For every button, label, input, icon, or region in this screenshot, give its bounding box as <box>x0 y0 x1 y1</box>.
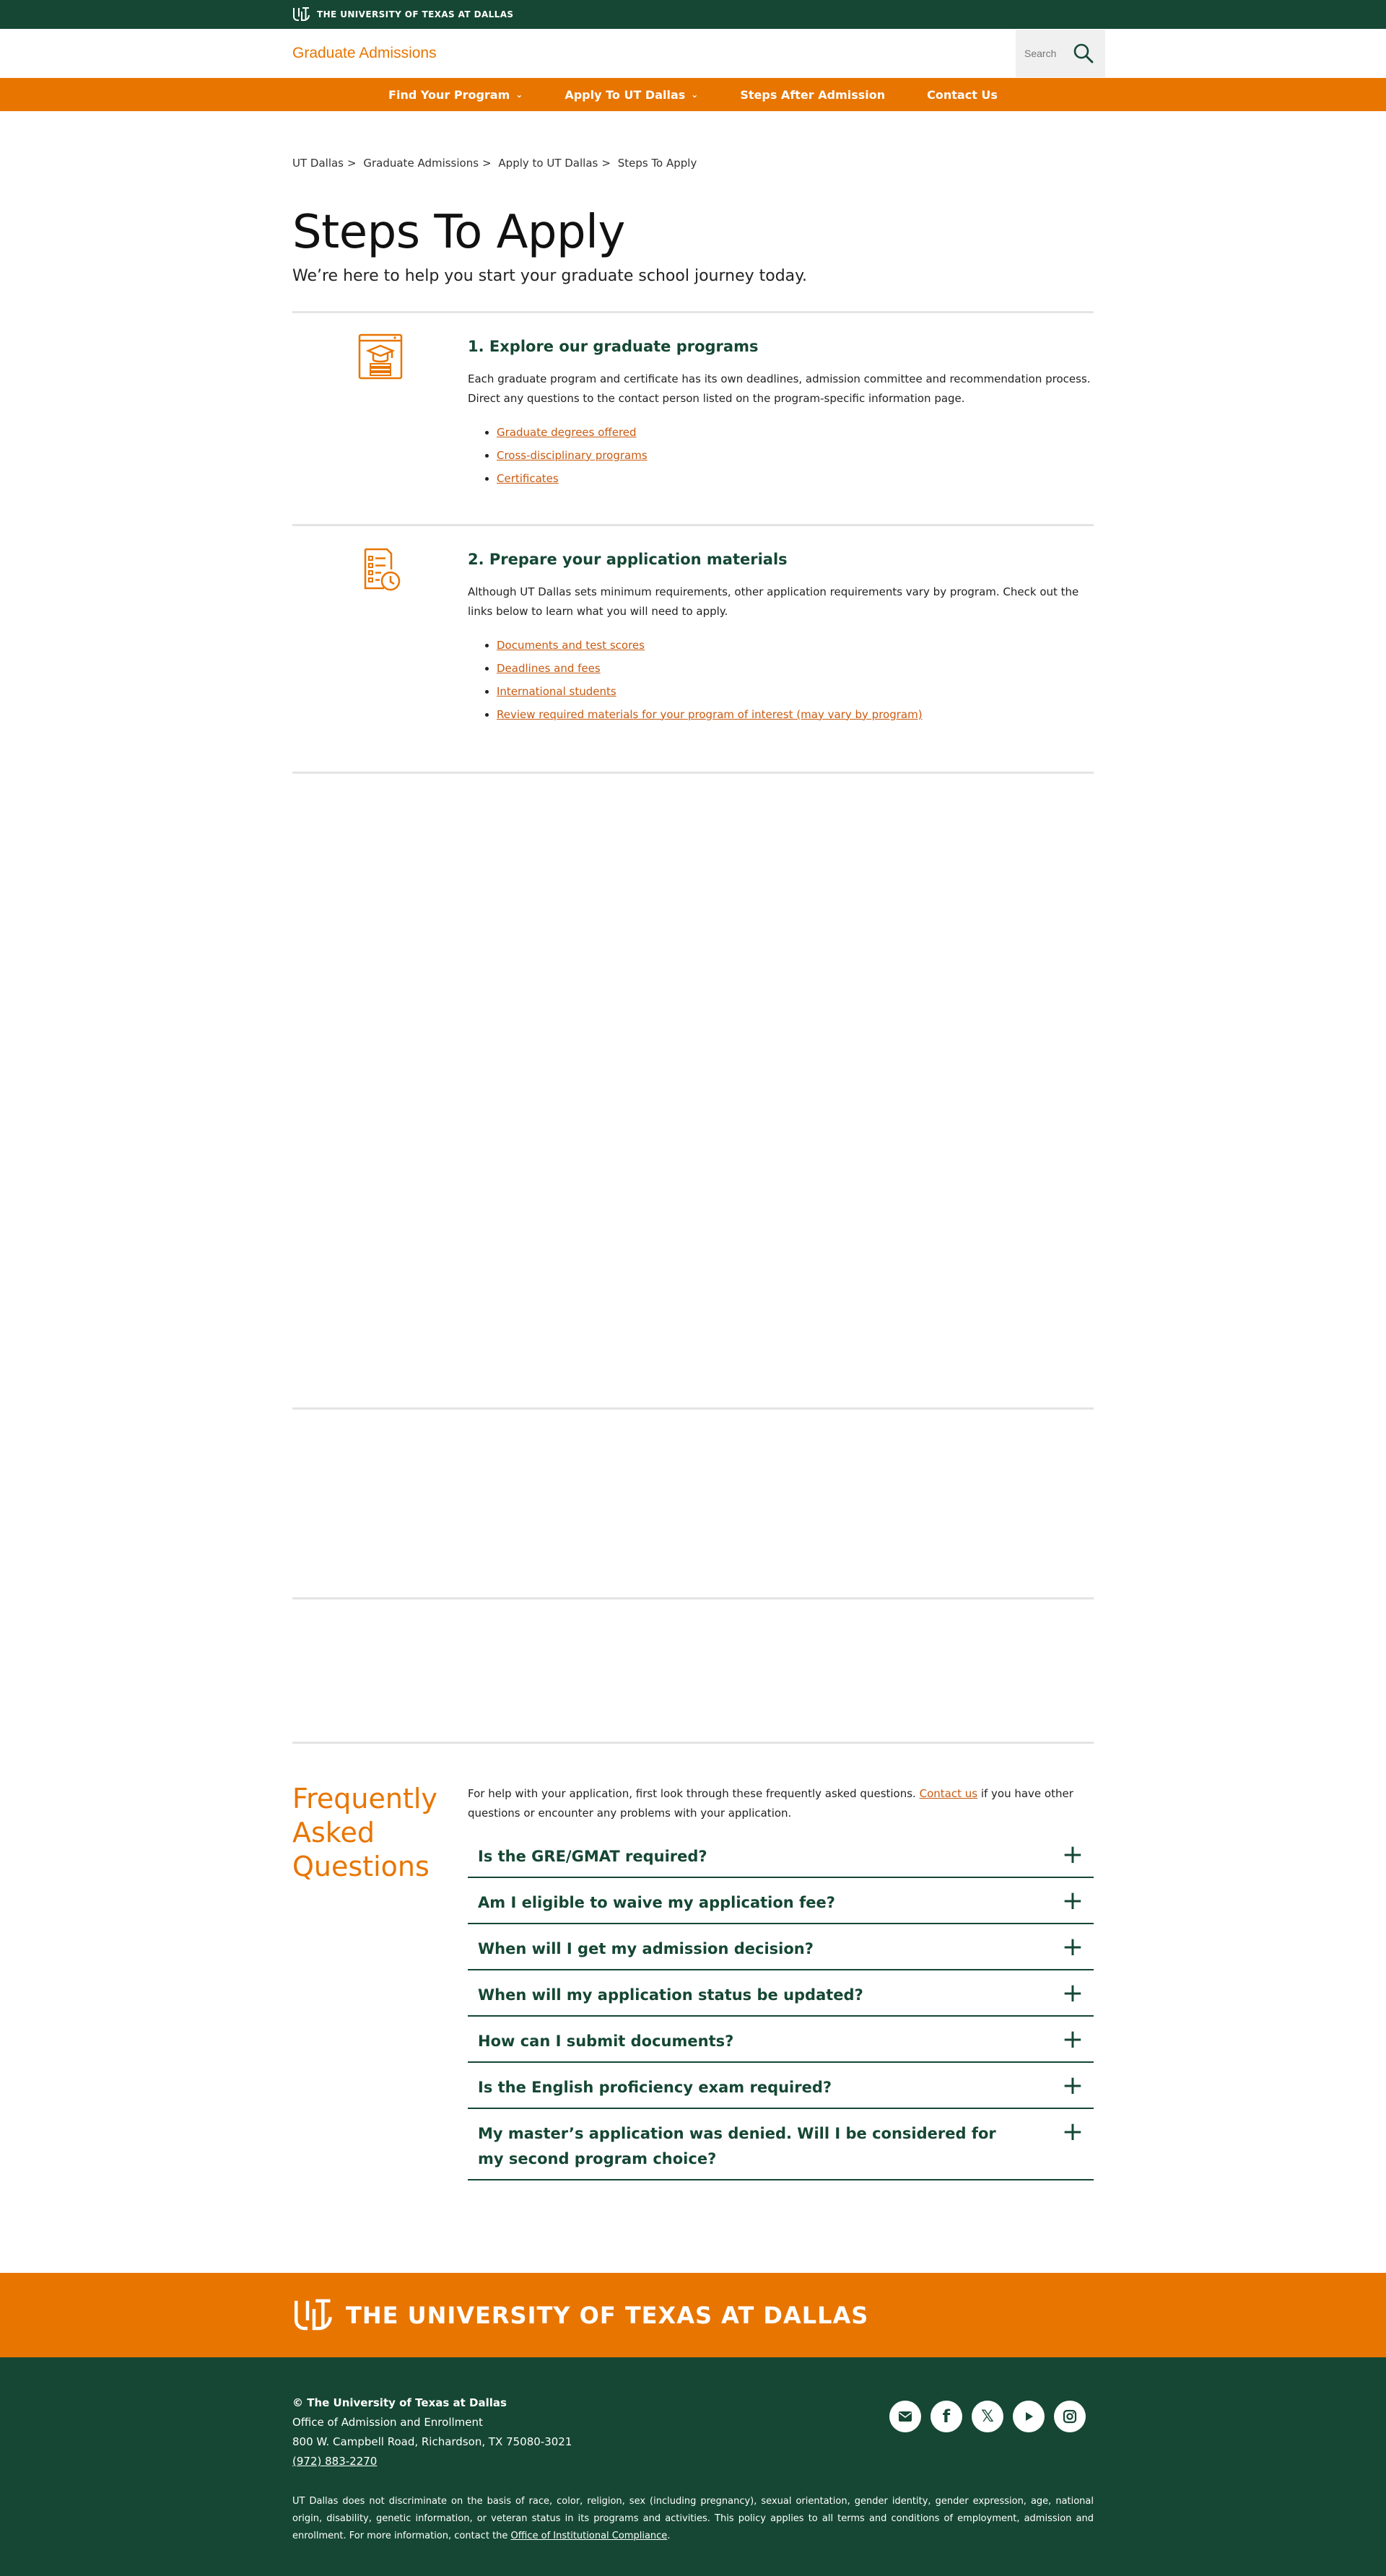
social-links <box>880 2401 1086 2471</box>
disclaimer-text: UT Dallas does not discriminate on the basis of race, color, religion, sex (including pregnancy), sexual orientation, gender identity, gender expression, age, national origin, disability, genetic information, or veteran status in its programs and activities. This policy applies to all terms and conditions of employment, admission and enrollment. For more information, contact the <box>292 2496 1094 2541</box>
breadcrumb-link[interactable]: UT Dallas <box>292 157 344 170</box>
footer-phone-link[interactable]: (972) 883-2270 <box>292 2455 378 2468</box>
utd-monogram-icon <box>292 2296 336 2335</box>
nav-item-label: Find Your Program <box>388 87 510 102</box>
link-deadlines-fees[interactable]: Deadlines and fees <box>497 661 601 675</box>
site-header <box>0 29 1386 78</box>
link-cross-disciplinary[interactable]: Cross-disciplinary programs <box>497 448 648 462</box>
faq-question: Am I eligible to waive my application fee? <box>478 1894 835 1911</box>
list-item <box>497 444 1094 467</box>
faq-question: Is the GRE/GMAT required? <box>478 1848 707 1865</box>
chevron-down-icon: ⌄ <box>691 89 699 100</box>
faq-question: My master’s application was denied. Will I be considered for my second program choice? <box>478 2125 996 2167</box>
step-heading: 1. Explore our graduate programs <box>468 337 759 355</box>
youtube-icon[interactable] <box>1013 2401 1045 2432</box>
search-input[interactable] <box>1024 48 1069 59</box>
page-subtitle: We’re here to help you start your graduate school journey today. <box>292 266 808 285</box>
search-button[interactable] <box>1069 39 1098 68</box>
list-item <box>497 703 1094 726</box>
breadcrumb: UT Dallas > Graduate Admissions > Apply to UT Dallas > Steps To Apply <box>292 157 697 170</box>
faq-question: When will I get my admission decision? <box>478 1940 814 1957</box>
utd-logo-link[interactable] <box>292 6 513 23</box>
instagram-icon[interactable] <box>1054 2401 1086 2432</box>
chevron-down-icon: ⌄ <box>515 89 523 100</box>
faq-item-second-choice[interactable] <box>468 2109 1094 2180</box>
main-content <box>292 157 1094 760</box>
section-divider <box>292 772 1094 774</box>
footer-street-address: 800 W. Campbell Road, Richardson, TX 75080-3021 <box>292 2435 572 2448</box>
step-body: Although UT Dallas sets minimum requirements, other application requirements vary by program. Check out the links below to learn what you will need to apply. <box>468 585 1079 618</box>
faq-item-admission-decision[interactable] <box>468 1924 1094 1970</box>
list-item <box>497 467 1094 490</box>
link-certificates[interactable]: Certificates <box>497 471 559 485</box>
breadcrumb-current: Steps To Apply <box>617 157 697 170</box>
plus-icon: + <box>1061 1932 1084 1962</box>
footer-copyright: © The University of Texas at Dallas <box>292 2396 507 2409</box>
faq-item-english-proficiency[interactable] <box>468 2063 1094 2109</box>
search-icon <box>1073 43 1094 64</box>
page-title: Steps To Apply <box>292 206 625 259</box>
step-heading: 2. Prepare your application materials <box>468 550 788 568</box>
list-item <box>497 421 1094 444</box>
search-box <box>1016 30 1105 77</box>
main-nav <box>0 78 1386 111</box>
list-item <box>497 634 1094 657</box>
nav-item-steps-after-admission[interactable] <box>719 88 906 102</box>
nav-item-label: Apply To UT Dallas <box>565 87 686 102</box>
site-title-link[interactable]: Graduate Admissions <box>292 45 437 61</box>
faq-item-gre-gmat[interactable] <box>468 1832 1094 1878</box>
checklist-clock-icon <box>359 546 401 593</box>
plus-icon: + <box>1061 1840 1084 1869</box>
top-bar <box>0 0 1386 29</box>
nav-item-apply[interactable] <box>544 88 719 102</box>
faq-item-submit-documents[interactable] <box>468 2017 1094 2063</box>
plus-icon: + <box>1061 1886 1084 1916</box>
x-icon[interactable]: 𝕏 <box>972 2401 1003 2432</box>
list-item <box>497 680 1094 703</box>
step-2 <box>292 524 1094 760</box>
disclaimer-text: . <box>667 2531 671 2541</box>
graduation-cap-icon <box>358 333 403 380</box>
faq-question: Is the English proficiency exam required? <box>478 2079 832 2096</box>
faq-question: How can I submit documents? <box>478 2033 734 2050</box>
faq-section <box>292 1770 1094 2180</box>
step-body: Each graduate program and certificate has its own deadlines, admission committee and recommendation process. Direct any questions to the contact person listed on the program-specific information page. <box>468 372 1091 405</box>
site-footer <box>0 2357 1386 2576</box>
nav-item-contact-us[interactable] <box>906 88 1019 102</box>
step-link-list <box>497 421 1094 490</box>
utd-monogram-icon <box>292 6 311 23</box>
faq-intro-text: For help with your application, first look through these frequently asked questions. <box>468 1787 920 1800</box>
section-divider <box>292 1597 1094 1599</box>
contact-us-link[interactable]: Contact us <box>919 1787 978 1800</box>
nav-item-find-your-program[interactable] <box>367 88 544 102</box>
faq-intro <box>468 1784 1094 1823</box>
plus-icon: + <box>1061 2117 1084 2147</box>
plus-icon: + <box>1061 2071 1084 2100</box>
link-graduate-degrees[interactable]: Graduate degrees offered <box>497 425 637 439</box>
link-documents-test-scores[interactable]: Documents and test scores <box>497 638 645 652</box>
breadcrumb-link[interactable]: Graduate Admissions <box>363 157 479 170</box>
breadcrumb-link[interactable]: Apply to UT Dallas <box>498 157 598 170</box>
link-international-students[interactable]: International students <box>497 684 616 698</box>
step-link-list <box>497 634 1094 726</box>
footer-address <box>292 2393 572 2471</box>
faq-accordion <box>468 1832 1094 2180</box>
faq-item-fee-waiver[interactable] <box>468 1878 1094 1924</box>
section-divider <box>292 1407 1094 1410</box>
institutional-compliance-link[interactable]: Office of Institutional Compliance <box>510 2531 668 2541</box>
footer-disclaimer <box>292 2493 1094 2545</box>
section-divider <box>292 1742 1094 1744</box>
email-icon[interactable] <box>889 2401 921 2432</box>
facebook-icon[interactable]: f <box>930 2401 962 2432</box>
step-1 <box>292 311 1094 524</box>
list-item <box>497 657 1094 680</box>
plus-icon: + <box>1061 1978 1084 2008</box>
faq-title: Frequently Asked Questions <box>292 1783 437 1882</box>
nav-item-label: Contact Us <box>927 87 998 102</box>
link-review-required-materials[interactable]: Review required materials for your program of interest (may vary by program) <box>497 707 923 721</box>
nav-item-label: Steps After Admission <box>740 87 886 102</box>
university-name: THE UNIVERSITY OF TEXAS AT DALLAS <box>317 9 514 19</box>
faq-item-status-update[interactable] <box>468 1970 1094 2017</box>
faq-question: When will my application status be updated? <box>478 1986 863 2004</box>
footer-office: Office of Admission and Enrollment <box>292 2416 483 2429</box>
footer-wordmark: THE UNIVERSITY OF TEXAS AT DALLAS <box>346 2301 869 2329</box>
plus-icon: + <box>1061 2025 1084 2054</box>
footer-brand-bar <box>0 2273 1386 2357</box>
faq-intro-text: if you have other questions or encounter any problems with your application. <box>468 1787 1073 1820</box>
